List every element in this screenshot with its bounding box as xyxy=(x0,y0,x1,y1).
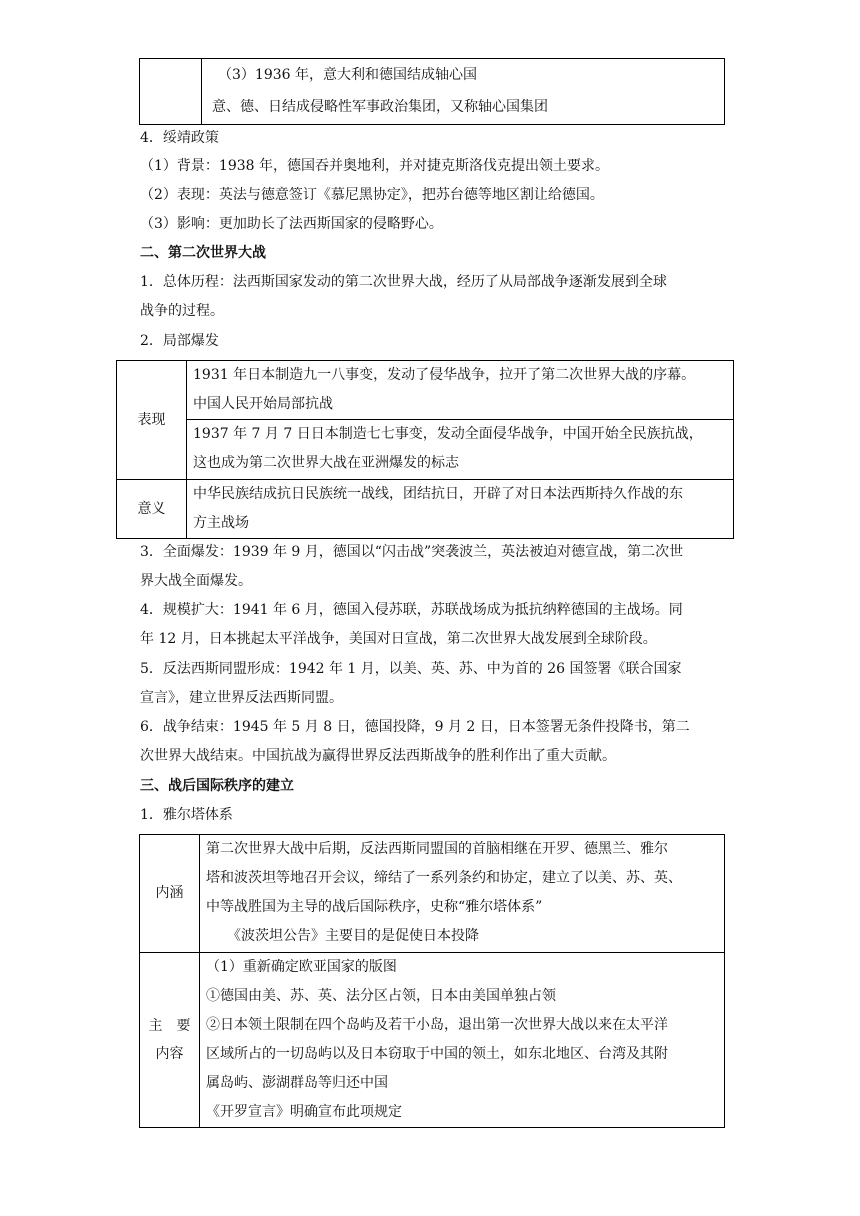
table-row xyxy=(117,420,734,480)
table-label-cell: 表现 xyxy=(117,361,187,480)
table-row xyxy=(117,480,734,539)
table-content-cell xyxy=(187,420,734,480)
paragraph-line: 5．反法西斯同盟形成：1942 年 1 月，以美、英、苏、中为首的 26 国签署《联合国家 xyxy=(140,661,682,677)
table-label-line: 主 要 xyxy=(148,1018,191,1034)
paragraph-line: 年 12 月，日本挑起太平洋战争，美国对日宣战，第二次世界大战发展到全球阶段。 xyxy=(140,631,657,647)
table-text-line: ①德国由美、苏、英、法分区占领，日本由美国单独占领 xyxy=(206,988,556,1004)
paragraph-line: 次世界大战结束。中国抗战为赢得世界反法西斯战争的胜利作出了重大贡献。 xyxy=(140,748,616,764)
table-row xyxy=(140,953,725,1128)
table-content-cell xyxy=(200,953,725,1128)
paragraph-line: 6．战争结束：1945 年 5 月 8 日，德国投降，9 月 2 日，日本签署无条件投降书，第二 xyxy=(140,719,690,735)
paragraph-line: 2．局部爆发 xyxy=(140,333,219,349)
table-label-cell xyxy=(140,59,202,125)
table-text-line: 第二次世界大战中后期，反法西斯同盟国的首脑相继在开罗、德黑兰、雅尔 xyxy=(206,841,668,857)
table-content-cell xyxy=(187,480,734,539)
section-heading: 三、战后国际秩序的建立 xyxy=(140,778,294,794)
table-text-line: ②日本领土限制在四个岛屿及若干小岛，退出第一次世界大战以来在太平洋 xyxy=(206,1017,668,1033)
table-label-line: 内容 xyxy=(155,1046,184,1062)
table-content-cell xyxy=(202,59,725,125)
yalta-system-table xyxy=(139,834,725,1128)
table-text-line: 《开罗宣言》明确宣布此项规定 xyxy=(206,1104,402,1120)
table-text-line: 《波茨坦公告》主要目的是促使日本投降 xyxy=(227,928,479,944)
table-text-line: 塔和波茨坦等地召开会议，缔结了一系列条约和协定，建立了以美、苏、英、 xyxy=(206,870,682,886)
paragraph-line: 战争的过程。 xyxy=(140,303,224,319)
table-text-line: 属岛屿、澎湖群岛等归还中国 xyxy=(206,1075,388,1091)
appeasement-item: （1）背景：1938 年，德国吞并奥地利，并对捷克斯洛伐克提出领土要求。 xyxy=(140,158,609,174)
paragraph-line: 3．全面爆发：1939 年 9 月，德国以“闪击战”突袭波兰，英法被迫对德宣战，第二次世 xyxy=(140,544,684,560)
table-content-cell xyxy=(200,835,725,953)
table-text-line: 这也成为第二次世界大战在亚洲爆发的标志 xyxy=(193,455,459,471)
table-text-line: 1937 年 7 月 7 日日本制造七七事变，发动全面侵华战争，中国开始全民族抗战， xyxy=(193,426,703,442)
table-text-line: （1）重新确定欧亚国家的版图 xyxy=(206,959,397,975)
partial-outbreak-table xyxy=(116,360,734,539)
paragraph-line: 1．总体历程：法西斯国家发动的第二次世界大战，经历了从局部战争逐渐发展到全球 xyxy=(140,274,667,290)
table-row xyxy=(140,59,725,125)
table-text-line: 方主战场 xyxy=(193,515,249,531)
table-label-cell: 意义 xyxy=(117,480,187,539)
paragraph-line: 界大战全面爆发。 xyxy=(140,573,252,589)
table-text-line: 意、德、日结成侵略性军事政治集团，又称轴心国集团 xyxy=(212,99,548,115)
table-row xyxy=(117,361,734,420)
appeasement-item: （2）表现：英法与德意签订《慕尼黑协定》，把苏台德等地区割让给德国。 xyxy=(140,187,604,203)
paragraph-line: 1．雅尔塔体系 xyxy=(140,807,233,823)
table-label-cell xyxy=(140,953,200,1128)
table-text-line: 1931 年日本制造九一八事变，发动了侵华战争，拉开了第二次世界大战的序幕。 xyxy=(193,367,696,383)
appeasement-heading: 4．绥靖政策 xyxy=(140,130,219,146)
table-text-line: 中等战胜国为主导的战后国际秩序，史称“雅尔塔体系” xyxy=(206,899,543,915)
appeasement-item: （3）影响：更加助长了法西斯国家的侵略野心。 xyxy=(140,216,443,232)
section-heading: 二、第二次世界大战 xyxy=(140,245,266,261)
table-label-cell: 内涵 xyxy=(140,835,200,953)
table-text-line: 区域所占的一切岛屿以及日本窃取于中国的领土，如东北地区、台湾及其附 xyxy=(206,1046,668,1062)
table-text-line: 中华民族结成抗日民族统一战线，团结抗日，开辟了对日本法西斯持久作战的东 xyxy=(193,486,683,502)
paragraph-line: 4．规模扩大：1941 年 6 月，德国入侵苏联，苏联战场成为抵抗纳粹德国的主战场。同 xyxy=(140,602,683,618)
table-text-line: （3）1936 年，意大利和德国结成轴心国 xyxy=(218,67,477,83)
paragraph-line: 宣言》，建立世界反法西斯同盟。 xyxy=(140,690,343,706)
table-row xyxy=(140,835,725,953)
table-text-line: 中国人民开始局部抗战 xyxy=(193,396,333,412)
table-content-cell xyxy=(187,361,734,420)
axis-powers-table xyxy=(139,58,725,125)
